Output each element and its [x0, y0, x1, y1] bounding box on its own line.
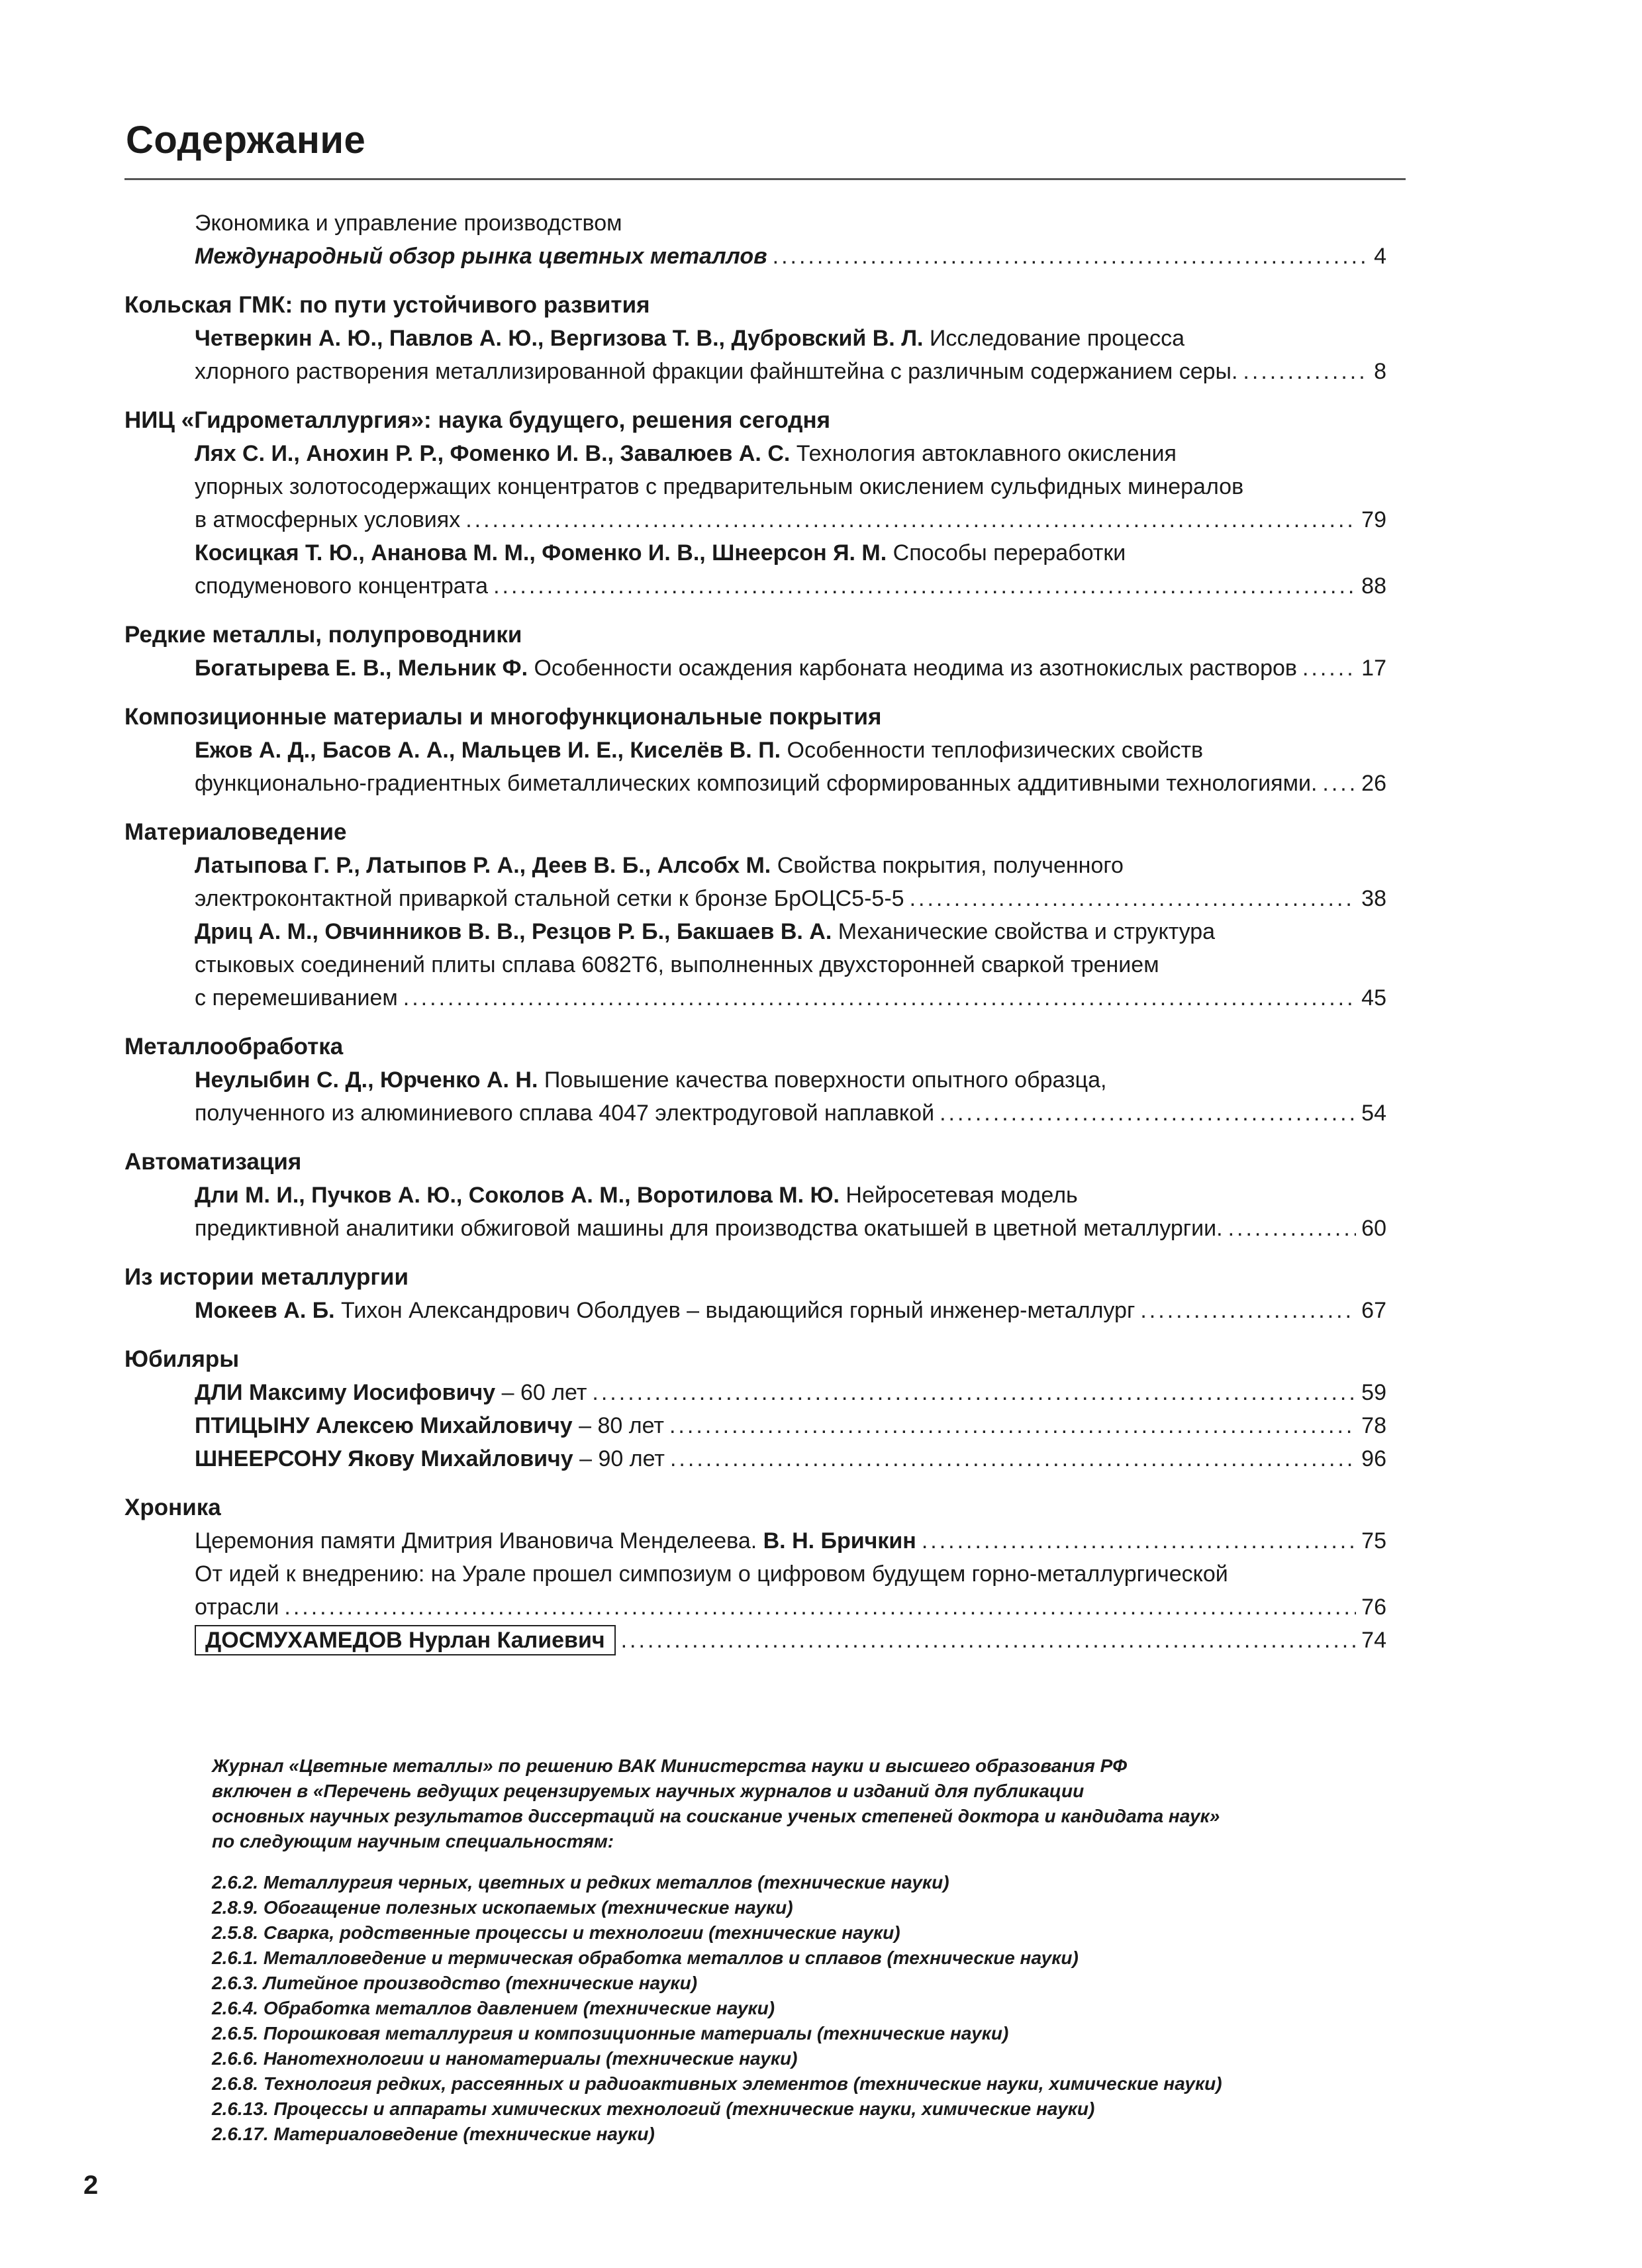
entry-text: – 60 лет — [495, 1380, 587, 1405]
notice-line: по следующим научным специальностям: — [212, 1831, 614, 1851]
leader-dots — [403, 981, 1356, 1014]
entry-authors: Латыпова Г. Р., Латыпов Р. А., Деев В. Б., Алсобх М. — [195, 853, 771, 878]
toc-entry[interactable] — [195, 652, 1386, 685]
toc-entry[interactable] — [195, 1557, 1386, 1624]
entry-title-emphasis: Международный обзор рынка цветных металлов — [195, 244, 767, 269]
entry-text-group — [195, 1376, 587, 1409]
toc-section — [124, 816, 1386, 1014]
toc-section — [124, 618, 1386, 685]
entry-authors: В. Н. Бричкин — [763, 1528, 916, 1553]
entry-text: упорных золотосодержащих концентратов с предварительным окислением сульфидных минералов — [195, 474, 1244, 499]
entry-text: Церемония памяти Дмитрия Ивановича Менделеева. — [195, 1528, 763, 1553]
entry-text-group — [195, 1294, 1135, 1327]
entry-last-line — [195, 652, 1386, 685]
leader-dots — [670, 1442, 1356, 1475]
specialty-item: 2.6.4. Обработка металлов давлением (технические науки) — [212, 1998, 775, 2018]
toc-entry[interactable] — [195, 1179, 1386, 1245]
entry-text: хлорного растворения металлизированной фракции файнштейна с различным содержанием серы. — [195, 359, 1238, 384]
entry-authors: ДЛИ Максиму Иосифовичу — [195, 1380, 496, 1405]
page-ref[interactable]: 59 — [1361, 1380, 1386, 1405]
leader-dots — [910, 882, 1357, 915]
entry-authors: Богатырева Е. В., Мельник Ф. — [195, 656, 528, 681]
section-title: Юбиляры — [124, 1346, 240, 1372]
entry-line — [195, 915, 1386, 948]
leader-dots — [922, 1524, 1356, 1557]
section-title: Из истории металлургии — [124, 1264, 409, 1290]
specialty-item: 2.6.5. Порошковая металлургия и композиционные материалы (технические науки) — [212, 2023, 1009, 2044]
entry-text: Нейросетевая модель — [839, 1183, 1078, 1208]
toc-entry[interactable] — [195, 1442, 1386, 1475]
page-ref[interactable]: 17 — [1361, 656, 1386, 681]
entry-line — [195, 1179, 1386, 1212]
entry-line — [195, 849, 1386, 882]
entry-text: – 90 лет — [573, 1446, 665, 1471]
entry-line — [195, 437, 1386, 470]
toc-entry[interactable] — [195, 849, 1386, 915]
entry-text: От идей к внедрению: на Урале прошел симпозиум о цифровом будущем горно-металлургической — [195, 1561, 1228, 1587]
entry-text-group — [195, 355, 1237, 388]
specialty-item: 2.6.1. Металловедение и термическая обработка металлов и сплавов (технические науки) — [212, 1948, 1079, 1968]
entry-text-group — [195, 240, 767, 273]
specialty-item: 2.6.3. Литейное производство (технические науки) — [212, 1973, 698, 1993]
notice-gap — [212, 1854, 1390, 1870]
entry-text: отрасли — [195, 1595, 279, 1620]
toc-entry[interactable] — [195, 322, 1386, 388]
entry-text-group — [195, 767, 1317, 800]
page-ref[interactable]: 74 — [1361, 1628, 1386, 1653]
section-title: Кольская ГМК: по пути устойчивого развития — [124, 292, 650, 318]
toc-entry[interactable] — [195, 536, 1386, 603]
entry-authors: Мокеев А. Б. — [195, 1298, 335, 1323]
page-ref[interactable]: 26 — [1361, 771, 1386, 796]
entry-line — [195, 322, 1386, 355]
toc-entry[interactable] — [195, 1376, 1386, 1409]
entry-authors: Лях С. И., Анохин Р. Р., Фоменко И. В., Завалюев А. С. — [195, 441, 791, 466]
entry-text-group — [195, 882, 904, 915]
section-title: Композиционные материалы и многофункциональные покрытия — [124, 704, 882, 730]
specialty-item: 2.5.8. Сварка, родственные процессы и технологии (технические науки) — [212, 1922, 900, 1943]
entry-text: Тихон Александрович Оболдуев – выдающийся горный инженер-металлург — [334, 1298, 1135, 1323]
entry-last-line — [195, 503, 1386, 536]
entry-line — [195, 948, 1386, 981]
specialty-item: 2.6.17. Материаловедение (технические науки) — [212, 2124, 655, 2144]
specialty-item: 2.6.2. Металлургия черных, цветных и редких металлов (технические науки) — [212, 1872, 949, 1893]
entry-line — [195, 536, 1386, 569]
entry-text-group — [195, 569, 488, 603]
section-title: Металлообработка — [124, 1034, 344, 1060]
toc-entry[interactable] — [195, 1524, 1386, 1557]
entry-line — [195, 207, 1386, 240]
section-title: Материаловедение — [124, 819, 347, 845]
title-divider — [124, 178, 1406, 180]
entry-authors: Ежов А. Д., Басов А. А., Мальцев И. Е., Киселёв В. П. — [195, 738, 781, 763]
page-ref[interactable]: 60 — [1361, 1216, 1386, 1241]
entry-authors: Неулыбин С. Д., Юрченко А. Н. — [195, 1067, 538, 1093]
page-number: 2 — [83, 2171, 99, 2200]
entry-text-group — [195, 1097, 934, 1130]
entry-text: предиктивной аналитики обжиговой машины для производства окатышей в цветной металлургии. — [195, 1216, 1223, 1241]
toc-section — [124, 207, 1386, 273]
entry-line — [195, 1557, 1386, 1591]
toc-section — [124, 1343, 1386, 1475]
entry-last-line — [195, 1624, 1386, 1657]
specialty-item: 2.6.13. Процессы и аппараты химических технологий (технические науки, химические науки) — [212, 2098, 1095, 2119]
entry-text: функционально-градиентных биметаллических композиций сформированных аддитивными технологиями. — [195, 771, 1318, 796]
page-ref[interactable]: 4 — [1374, 244, 1386, 269]
section-title: Автоматизация — [124, 1149, 302, 1175]
entry-text: Особенности осаждения карбоната неодима из азотнокислых растворов — [528, 656, 1297, 681]
page-ref[interactable]: 88 — [1361, 573, 1386, 599]
page-ref[interactable]: 45 — [1361, 985, 1386, 1011]
toc-section — [124, 1261, 1386, 1327]
notice-line: Журнал «Цветные металлы» по решению ВАК Министерства науки и высшего образования РФ — [212, 1755, 1128, 1776]
entry-text-group — [195, 981, 398, 1014]
page-ref[interactable]: 79 — [1361, 507, 1386, 532]
entry-authors: Дриц А. М., Овчинников В. В., Резцов Р. Б., Бакшаев В. А. — [195, 919, 832, 944]
specialty-item: 2.8.9. Обогащение полезных ископаемых (технические науки) — [212, 1897, 793, 1918]
entry-last-line — [195, 1524, 1386, 1557]
entry-last-line — [195, 981, 1386, 1014]
vak-notice — [212, 1753, 1390, 2147]
entry-last-line — [195, 1376, 1386, 1409]
notice-line: включен в «Перечень ведущих рецензируемых научных журналов и изданий для публикации — [212, 1781, 1085, 1801]
entry-text: Экономика и управление производством — [195, 211, 622, 236]
entry-text: сподуменового концентрата — [195, 573, 489, 599]
obituary-name: ДОСМУХАМЕДОВ Нурлан Калиевич — [195, 1625, 616, 1655]
entry-last-line — [195, 569, 1386, 603]
entry-text: Свойства покрытия, полученного — [771, 853, 1124, 878]
entry-text: Повышение качества поверхности опытного образца, — [538, 1067, 1107, 1093]
entry-line — [195, 734, 1386, 767]
entry-text: Исследование процесса — [923, 326, 1185, 351]
entry-last-line — [195, 1409, 1386, 1442]
page-ref[interactable]: 75 — [1361, 1528, 1386, 1553]
toc-entry[interactable] — [195, 1624, 1386, 1657]
entry-line — [195, 470, 1386, 503]
entry-last-line — [195, 1212, 1386, 1245]
entry-last-line — [195, 1442, 1386, 1475]
entry-authors: Дли М. И., Пучков А. Ю., Соколов А. М., Воротилова М. Ю. — [195, 1183, 840, 1208]
leader-dots — [493, 569, 1356, 603]
page-ref[interactable]: 67 — [1361, 1298, 1386, 1323]
leader-dots — [621, 1624, 1357, 1657]
leader-dots — [592, 1376, 1356, 1409]
page-ref[interactable]: 8 — [1374, 359, 1386, 384]
leader-dots — [1322, 767, 1356, 800]
entry-text-group — [195, 1442, 665, 1475]
entry-text-group — [195, 1212, 1223, 1245]
toc-section — [124, 1146, 1386, 1245]
page-ref[interactable]: 54 — [1361, 1101, 1386, 1126]
toc-section — [124, 1491, 1386, 1657]
entry-last-line — [195, 1591, 1386, 1624]
leader-dots — [1243, 355, 1369, 388]
leader-dots — [940, 1097, 1356, 1130]
toc-section — [124, 404, 1386, 603]
toc-entry[interactable] — [195, 437, 1386, 536]
leader-dots — [773, 240, 1369, 273]
entry-text-group — [195, 503, 460, 536]
entry-last-line — [195, 355, 1386, 388]
entry-authors: ПТИЦЫНУ Алексею Михайловичу — [195, 1413, 573, 1438]
section-title: НИЦ «Гидрометаллургия»: наука будущего, решения сегодня — [124, 407, 831, 433]
entry-text: полученного из алюминиевого сплава 4047 электродуговой наплавкой — [195, 1101, 935, 1126]
toc-section — [124, 701, 1386, 800]
entry-last-line — [195, 882, 1386, 915]
toc-entry[interactable] — [195, 1063, 1386, 1130]
toc-entry[interactable] — [195, 207, 1386, 273]
page-ref[interactable]: 38 — [1361, 886, 1386, 911]
entry-text-group — [195, 1591, 279, 1624]
entry-last-line — [195, 1097, 1386, 1130]
page-ref[interactable]: 76 — [1361, 1595, 1386, 1620]
entry-text-group — [195, 1624, 616, 1657]
toc-entry[interactable] — [195, 915, 1386, 1014]
entry-text: Механические свойства и структура — [832, 919, 1216, 944]
leader-dots — [465, 503, 1356, 536]
toc-entry[interactable] — [195, 1409, 1386, 1442]
entry-text: Способы переработки — [887, 540, 1126, 566]
entry-text: Технология автоклавного окисления — [790, 441, 1177, 466]
entry-text: электроконтактной приваркой стальной сетки к бронзе БрОЦС5-5-5 — [195, 886, 904, 911]
toc-entry[interactable] — [195, 734, 1386, 800]
section-title: Редкие металлы, полупроводники — [124, 622, 522, 648]
leader-dots — [1140, 1294, 1356, 1327]
entry-authors: ШНЕЕРСОНУ Якову Михайловичу — [195, 1446, 573, 1471]
entry-text: – 80 лет — [572, 1413, 664, 1438]
page-ref[interactable]: 96 — [1361, 1446, 1386, 1471]
entry-last-line — [195, 1294, 1386, 1327]
toc-section — [124, 1030, 1386, 1130]
entry-text: Особенности теплофизических свойств — [781, 738, 1204, 763]
page-ref[interactable]: 78 — [1361, 1413, 1386, 1438]
section-title: Хроника — [124, 1495, 221, 1520]
notice-line: основных научных результатов диссертаций на соискание ученых степеней доктора и кандидата наук» — [212, 1806, 1220, 1826]
entry-text-group — [195, 652, 1297, 685]
entry-authors: Четверкин А. Ю., Павлов А. Ю., Вергизова Т. В., Дубровский В. Л. — [195, 326, 924, 351]
entry-text: в атмосферных условиях — [195, 507, 461, 532]
entry-text-group — [195, 1524, 916, 1557]
entry-last-line — [195, 240, 1386, 273]
leader-dots — [1228, 1212, 1357, 1245]
entry-authors: Косицкая Т. Ю., Ананова М. М., Фоменко И. В., Шнеерсон Я. М. — [195, 540, 887, 566]
entry-text: стыковых соединений плиты сплава 6082Т6, выполненных двухсторонней сваркой трением — [195, 952, 1159, 977]
entry-last-line — [195, 767, 1386, 800]
specialty-item: 2.6.6. Нанотехнологии и наноматериалы (технические науки) — [212, 2048, 798, 2069]
toc-section — [124, 289, 1386, 388]
leader-dots — [669, 1409, 1356, 1442]
toc-entry[interactable] — [195, 1294, 1386, 1327]
entry-text: с перемешиванием — [195, 985, 398, 1011]
specialty-item: 2.6.8. Технология редких, рассеянных и радиоактивных элементов (технические науки, химические науки) — [212, 2073, 1222, 2094]
entry-line — [195, 1063, 1386, 1097]
leader-dots — [1302, 652, 1356, 685]
leader-dots — [284, 1591, 1356, 1624]
page-title: Содержание — [126, 119, 366, 162]
table-of-contents — [124, 207, 1386, 1673]
entry-text-group — [195, 1409, 664, 1442]
